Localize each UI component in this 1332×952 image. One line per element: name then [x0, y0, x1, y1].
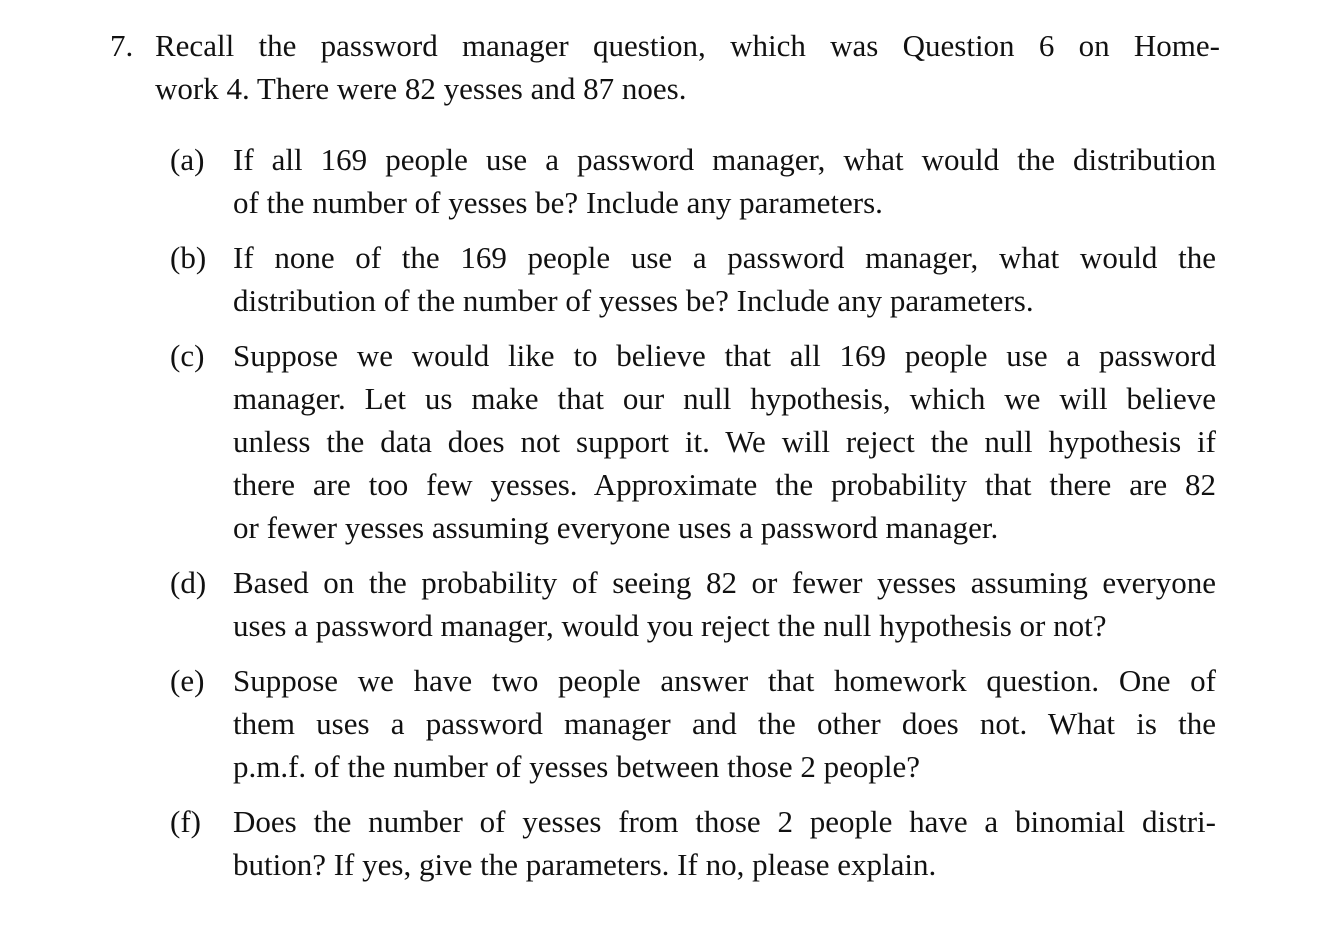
part-line: Suppose we would like to believe that all 169 people use a password — [233, 338, 1216, 373]
part-b — [170, 236, 1220, 322]
part-line: Does the number of yesses from those 2 people have a binomial distri- — [233, 804, 1216, 839]
part-line: them uses a password manager and the other does not. What is the — [233, 706, 1216, 741]
part-a — [170, 138, 1220, 224]
part-line: distribution of the number of yesses be? Include any parameters. — [233, 283, 1034, 318]
part-line: of the number of yesses be? Include any parameters. — [233, 185, 883, 220]
part-line: Based on the probability of seeing 82 or fewer yesses assuming everyone — [233, 565, 1216, 600]
question-stem-line: Recall the password manager question, which was Question 6 on Home- — [155, 28, 1220, 63]
part-label: (f) — [170, 804, 201, 839]
question-parts — [170, 138, 1220, 886]
part-label: (b) — [170, 240, 207, 275]
part-text — [233, 334, 1216, 549]
part-label: (c) — [170, 338, 205, 373]
part-label: (e) — [170, 663, 205, 698]
question-stem — [155, 24, 1220, 110]
part-line: or fewer yesses assuming everyone uses a password manager. — [233, 510, 999, 545]
part-line: bution? If yes, give the parameters. If no, please explain. — [233, 847, 937, 882]
part-line: manager. Let us make that our null hypothesis, which we will believe — [233, 381, 1216, 416]
question-number: 7. — [110, 28, 134, 63]
question-stem-line: work 4. There were 82 yesses and 87 noes. — [155, 71, 687, 106]
part-label: (a) — [170, 142, 205, 177]
part-line: If none of the 169 people use a password manager, what would the — [233, 240, 1216, 275]
part-line: Suppose we have two people answer that homework question. One of — [233, 663, 1216, 698]
part-text — [233, 659, 1216, 788]
part-line: unless the data does not support it. We will reject the null hypothesis if — [233, 424, 1216, 459]
part-e — [170, 659, 1220, 788]
part-text — [233, 236, 1216, 322]
part-label: (d) — [170, 565, 207, 600]
question-7 — [110, 24, 1220, 110]
part-line: If all 169 people use a password manager, what would the distribution — [233, 142, 1216, 177]
part-c — [170, 334, 1220, 549]
part-line: p.m.f. of the number of yesses between those 2 people? — [233, 749, 920, 784]
part-line: there are too few yesses. Approximate the probability that there are 82 — [233, 467, 1216, 502]
part-text — [233, 800, 1216, 886]
part-f — [170, 800, 1220, 886]
part-text — [233, 138, 1216, 224]
part-text — [233, 561, 1216, 647]
part-line: uses a password manager, would you reject the null hypothesis or not? — [233, 608, 1107, 643]
part-d — [170, 561, 1220, 647]
